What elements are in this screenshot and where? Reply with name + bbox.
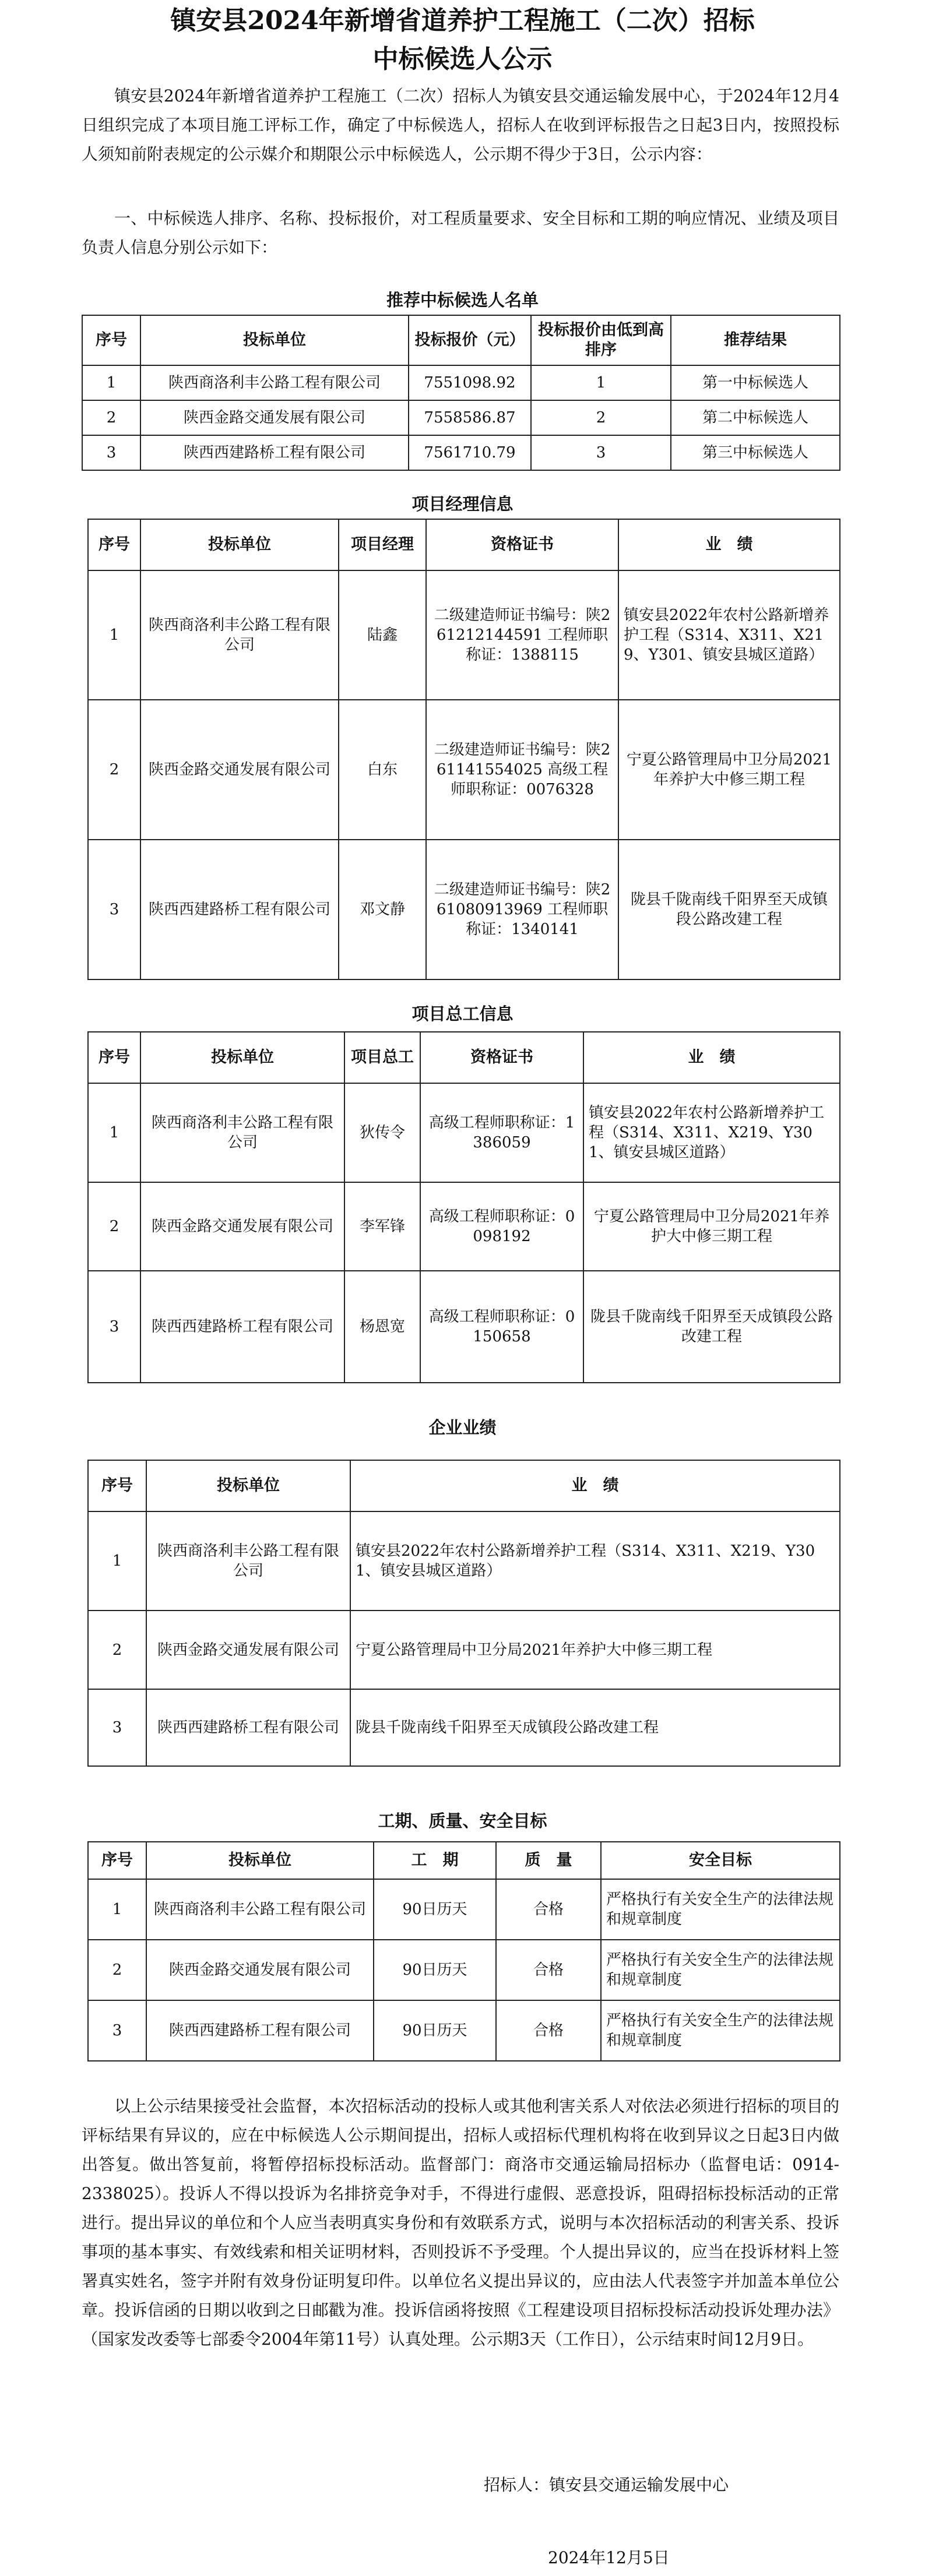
table-cell: 2 [88,1940,146,2000]
table-cell: 合格 [496,2000,601,2061]
table-header: 安全目标 [601,1842,840,1879]
table-cell: 1 [88,1879,146,1940]
table-cell: 镇安县2022年农村公路新增养护工程（S314、X311、X219、Y301、镇安县城区道路） [618,570,840,700]
table-cell: 陕西金路交通发展有限公司 [140,400,409,435]
table-row [88,1511,840,1611]
table-cell: 二级建造师证书编号：陕261141554025 高级工程师职称证：0076328 [426,700,618,840]
table-header: 投标单位 [146,1460,350,1511]
table-cell: 高级工程师职称证：1386059 [420,1083,583,1182]
table-cell: 陕西金路交通发展有限公司 [146,1940,374,2000]
table-header: 序号 [88,1460,146,1511]
table-row [82,400,840,435]
schedule-quality-safety-table [87,1841,840,2061]
table-cell: 白东 [339,700,426,840]
table-cell: 陕西西建路桥工程有限公司 [140,1271,344,1383]
table-cell: 高级工程师职称证：0150658 [420,1271,583,1383]
table-header: 资格证书 [420,1032,583,1083]
table-header: 序号 [82,315,140,365]
table-cell: 严格执行有关安全生产的法律法规和规章制度 [601,1940,840,2000]
table-header: 推荐结果 [671,315,840,365]
company-performance-table [87,1460,840,1767]
table-cell: 宁夏公路管理局中卫分局2021年养护大中修三期工程 [583,1182,840,1271]
table-row [88,1940,840,2000]
table-row [88,1182,840,1271]
table5-caption: 工期、质量、安全目标 [378,1811,547,1831]
table-header-row [88,1842,840,1879]
table-header: 投标单位 [140,1032,344,1083]
table-row [88,570,840,700]
table-header: 业 绩 [618,519,840,570]
table-header: 工 期 [374,1842,496,1879]
table-cell: 7551098.92 [409,365,531,400]
table-cell: 陕西商洛利丰公路工程有限公司 [146,1511,350,1611]
table-header: 投标报价（元） [409,315,531,365]
table-cell: 7561710.79 [409,435,531,470]
table3-caption: 项目总工信息 [411,1004,514,1024]
table-cell: 镇安县2022年农村公路新增养护工程（S314、X311、X219、Y301、镇安县城区道路） [583,1083,840,1182]
table-cell: 高级工程师职称证：0098192 [420,1182,583,1271]
table-row [88,1271,840,1383]
table-cell: 2 [88,1611,146,1689]
table-header: 项目总工 [344,1032,420,1083]
table-cell: 7558586.87 [409,400,531,435]
table-row [88,1083,840,1182]
table-cell: 陕西商洛利丰公路工程有限公司 [146,1879,374,1940]
intro-paragraph-1: 镇安县2024年新增省道养护工程施工（二次）招标人为镇安县交通运输发展中心，于2024年12月4日组织完成了本项目施工评标工作，确定了中标候选人，招标人在收到评标报告之日起3日内，按照投标人须知前附表规定的公示媒介和期限公示中标候选人，公示期不得少于3日，公示内容： [82,86,839,164]
project-manager-table [87,519,840,980]
table-header: 序号 [88,1842,146,1879]
table-header: 质 量 [496,1842,601,1879]
table-header: 业 绩 [583,1032,840,1083]
table-header: 投标单位 [140,315,409,365]
table-header: 资格证书 [426,519,618,570]
table-cell: 陇县千陇南线千阳界至天成镇段公路改建工程 [618,840,840,979]
table1-caption: 推荐中标候选人名单 [386,290,539,310]
closing-paragraph: 以上公示结果接受社会监督，本次招标活动的投标人或其他利害关系人对依法必须进行招标的项目的评标结果有异议的，应在中标候选人公示期间提出，招标人或招标代理机构将在收到异议之日起3日内做出答复。做出答复前，将暂停招标投标活动。监督部门：商洛市交通运输局招标办（监督电话：0914-2338025）。投诉人不得以投诉为名排挤竞争对手，不得进行虚假、恶意投诉，阻碍招标投标活动的正常进行。提出异议的单位和个人应当表明真实身份和有效联系方式，说明与本次招标活动的利害关系、投诉事项的基本事实、有效线索和相关证明材料，否则投诉不予受理。个人提出异议的，应当在投诉材料上签署真实姓名，签字并附有效身份证明复印件。以单位名义提出异议的，应由法人代表签字并加盖本单位公章。投诉信函的日期以收到之日邮戳为准。投诉信函将按照《工程建设项目招标投标活动投诉处理办法》（国家发改委等七部委令2004年第11号）认真处理。公示期3天（工作日），公示结束时间12月9日。 [82,2096,839,2349]
table-cell: 2 [531,400,671,435]
table-cell: 第三中标候选人 [671,435,840,470]
table-header: 投标报价由低到高排序 [531,315,671,365]
table-header: 项目经理 [339,519,426,570]
table-cell: 3 [531,435,671,470]
table-cell: 3 [88,1689,146,1766]
table-cell: 陕西西建路桥工程有限公司 [140,435,409,470]
table-header-row [88,1032,840,1083]
table-row [82,365,840,400]
table-cell: 合格 [496,1940,601,2000]
table-row [88,840,840,979]
table-cell: 狄传令 [344,1083,420,1182]
table-cell: 宁夏公路管理局中卫分局2021年养护大中修三期工程 [618,700,840,840]
table-header: 投标单位 [146,1842,374,1879]
candidate-table [82,315,840,471]
table-header: 业 绩 [350,1460,840,1511]
table-cell: 陇县千陇南线千阳界至天成镇段公路改建工程 [350,1689,840,1766]
table2-caption: 项目经理信息 [411,494,514,514]
table-header-row [88,1460,840,1511]
table-cell: 2 [88,1182,140,1271]
notice-date: 2024年12月5日 [548,2548,670,2567]
table-cell: 陕西商洛利丰公路工程有限公司 [140,1083,344,1182]
chief-engineer-table [87,1031,840,1383]
table-row [82,435,840,470]
table-row [88,1879,840,1940]
notice-title-line2: 中标候选人公示 [372,44,553,74]
tenderer-signature: 招标人：镇安县交通运输发展中心 [484,2475,729,2494]
intro-paragraph-2: 一、中标候选人排序、名称、投标报价，对工程质量要求、安全目标和工期的响应情况、业绩及项目负责人信息分别公示如下： [82,209,839,257]
table-row [88,2000,840,2061]
table-header: 投标单位 [140,519,339,570]
table-cell: 严格执行有关安全生产的法律法规和规章制度 [601,1879,840,1940]
table-row [88,1689,840,1766]
table-cell: 陕西金路交通发展有限公司 [146,1611,350,1689]
table-header-row [82,315,840,365]
table-cell: 陇县千陇南线千阳界至天成镇段公路改建工程 [583,1271,840,1383]
table-cell: 90日历天 [374,1940,496,2000]
table-cell: 陆鑫 [339,570,426,700]
table-cell: 1 [88,570,140,700]
table-cell: 1 [531,365,671,400]
table-cell: 1 [82,365,140,400]
table-cell: 陕西商洛利丰公路工程有限公司 [140,570,339,700]
table-cell: 陕西金路交通发展有限公司 [140,1182,344,1271]
table-cell: 第一中标候选人 [671,365,840,400]
table-cell: 邓文静 [339,840,426,979]
table-cell: 陕西金路交通发展有限公司 [140,700,339,840]
table-cell: 合格 [496,1879,601,1940]
table-cell: 3 [82,435,140,470]
table-cell: 2 [82,400,140,435]
table-cell: 3 [88,1271,140,1383]
table-cell: 宁夏公路管理局中卫分局2021年养护大中修三期工程 [350,1611,840,1689]
table-row [88,700,840,840]
table-cell: 3 [88,2000,146,2061]
table-cell: 二级建造师证书编号：陕261212144591 工程师职称证：1388115 [426,570,618,700]
table-cell: 杨恩宽 [344,1271,420,1383]
table-cell: 3 [88,840,140,979]
notice-title-line1: 镇安县2024年新增省道养护工程施工（二次）招标 [170,6,755,36]
table-cell: 二级建造师证书编号：陕261080913969 工程师职称证：1340141 [426,840,618,979]
table-cell: 1 [88,1083,140,1182]
table-cell: 镇安县2022年农村公路新增养护工程（S314、X311、X219、Y301、镇安县城区道路） [350,1511,840,1611]
table-row [88,1611,840,1689]
table-cell: 严格执行有关安全生产的法律法规和规章制度 [601,2000,840,2061]
table-header-row [88,519,840,570]
table-cell: 陕西西建路桥工程有限公司 [146,2000,374,2061]
table-cell: 90日历天 [374,1879,496,1940]
table-header: 序号 [88,1032,140,1083]
table-cell: 陕西商洛利丰公路工程有限公司 [140,365,409,400]
table-cell: 90日历天 [374,2000,496,2061]
table4-caption: 企业业绩 [428,1418,497,1437]
table-cell: 李军锋 [344,1182,420,1271]
table-cell: 2 [88,700,140,840]
table-cell: 1 [88,1511,146,1611]
table-cell: 第二中标候选人 [671,400,840,435]
table-cell: 陕西西建路桥工程有限公司 [140,840,339,979]
table-header: 序号 [88,519,140,570]
table-cell: 陕西西建路桥工程有限公司 [146,1689,350,1766]
